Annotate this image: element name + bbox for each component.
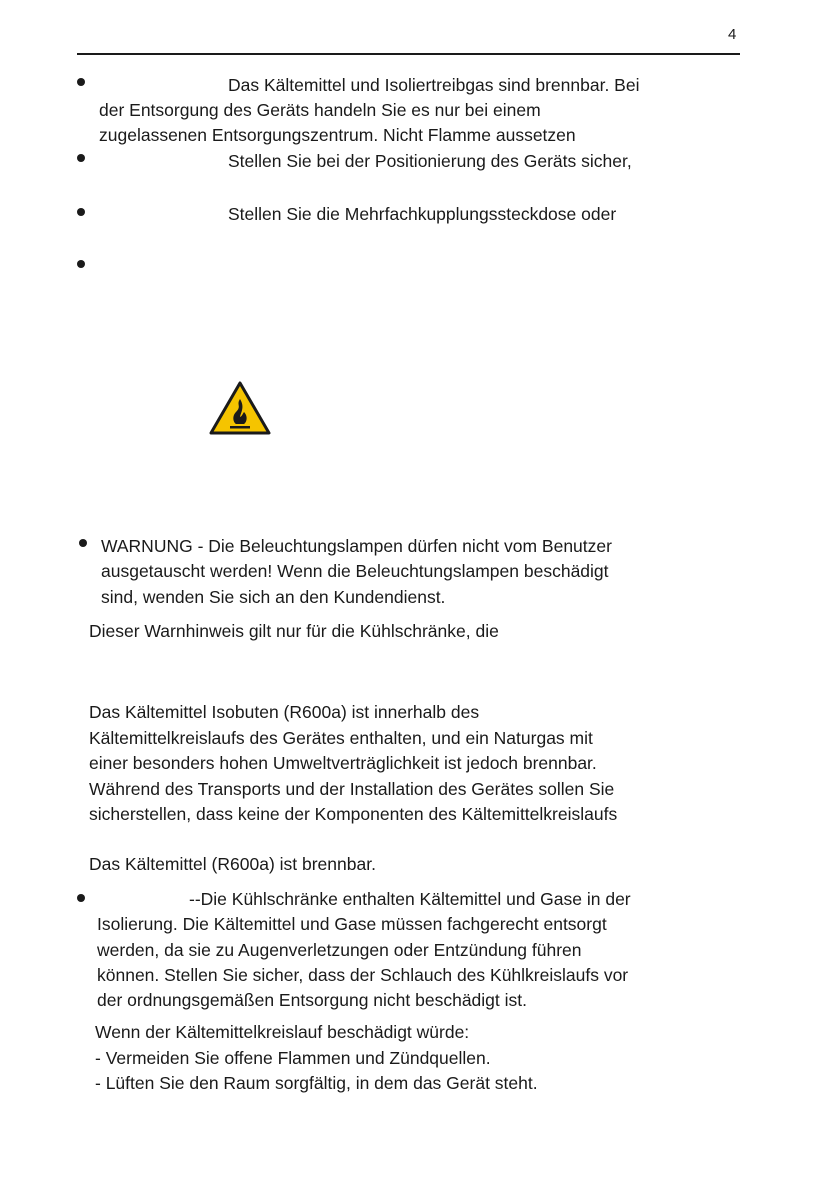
b3-line-1: Stellen Sie die Mehrfachkupplungssteckdose oder (228, 204, 617, 224)
refrigerant-line-3: einer besonders hohen Umweltverträglichkeit ist jedoch brennbar. (89, 753, 597, 773)
insulation-line-1: --Die Kühlschränke enthalten Kältemittel und Gase in der (189, 889, 631, 909)
page-number: 4 (728, 26, 737, 43)
b1-line-1: Das Kältemittel und Isoliertreibgas sind brennbar. Bei (228, 75, 640, 95)
bullet-dot (77, 78, 85, 86)
bullet-dot (77, 260, 85, 268)
b1-line-2: der Entsorgung des Geräts handeln Sie es nur bei einem (99, 100, 541, 120)
insulation-line-5: der ordnungsgemäßen Entsorgung nicht beschädigt ist. (97, 990, 527, 1010)
refrigerant-line-4: Während des Transports und der Installation des Gerätes sollen Sie (89, 779, 615, 799)
header-rule (77, 53, 740, 55)
damage-line-1: Wenn der Kältemittelkreislauf beschädigt würde: (95, 1022, 470, 1042)
warning-line-3: sind, wenden Sie sich an den Kundendienst. (101, 587, 446, 607)
damage-line-3: - Lüften Sie den Raum sorgfältig, in dem das Gerät steht. (95, 1073, 538, 1093)
bullet-dot (77, 208, 85, 216)
flammable-paragraph: Das Kältemittel (R600a) ist brennbar. (89, 854, 376, 874)
warning-line-2: ausgetauscht werden! Wenn die Beleuchtungslampen beschädigt (101, 561, 609, 581)
insulation-line-3: werden, da sie zu Augenverletzungen oder Entzündung führen (97, 940, 582, 960)
refrigerant-line-1: Das Kältemittel Isobuten (R600a) ist innerhalb des (89, 702, 480, 722)
bullet-dot (79, 539, 87, 547)
b1-line-3: zugelassenen Entsorgungszentrum. Nicht Flamme aussetzen (99, 125, 576, 145)
insulation-line-2: Isolierung. Die Kältemittel und Gase müssen fachgerecht entsorgt (97, 914, 607, 934)
b2-line-1: Stellen Sie bei der Positionierung des Geräts sicher, (228, 151, 632, 171)
bullet-dot (77, 894, 85, 902)
insulation-line-4: können. Stellen Sie sicher, dass der Schlauch des Kühlkreislaufs vor (97, 965, 629, 985)
refrigerant-line-5: sicherstellen, dass keine der Komponenten des Kältemittelkreislaufs (89, 804, 618, 824)
note-paragraph: Dieser Warnhinweis gilt nur für die Kühlschränke, die (89, 621, 499, 641)
flammable-warning-icon (209, 381, 271, 435)
warning-line-1: WARNUNG - Die Beleuchtungslampen dürfen nicht vom Benutzer (101, 536, 612, 556)
bullet-dot (77, 154, 85, 162)
refrigerant-line-2: Kältemittelkreislaufs des Gerätes enthalten, und ein Naturgas mit (89, 728, 593, 748)
damage-line-2: - Vermeiden Sie offene Flammen und Zündquellen. (95, 1048, 491, 1068)
